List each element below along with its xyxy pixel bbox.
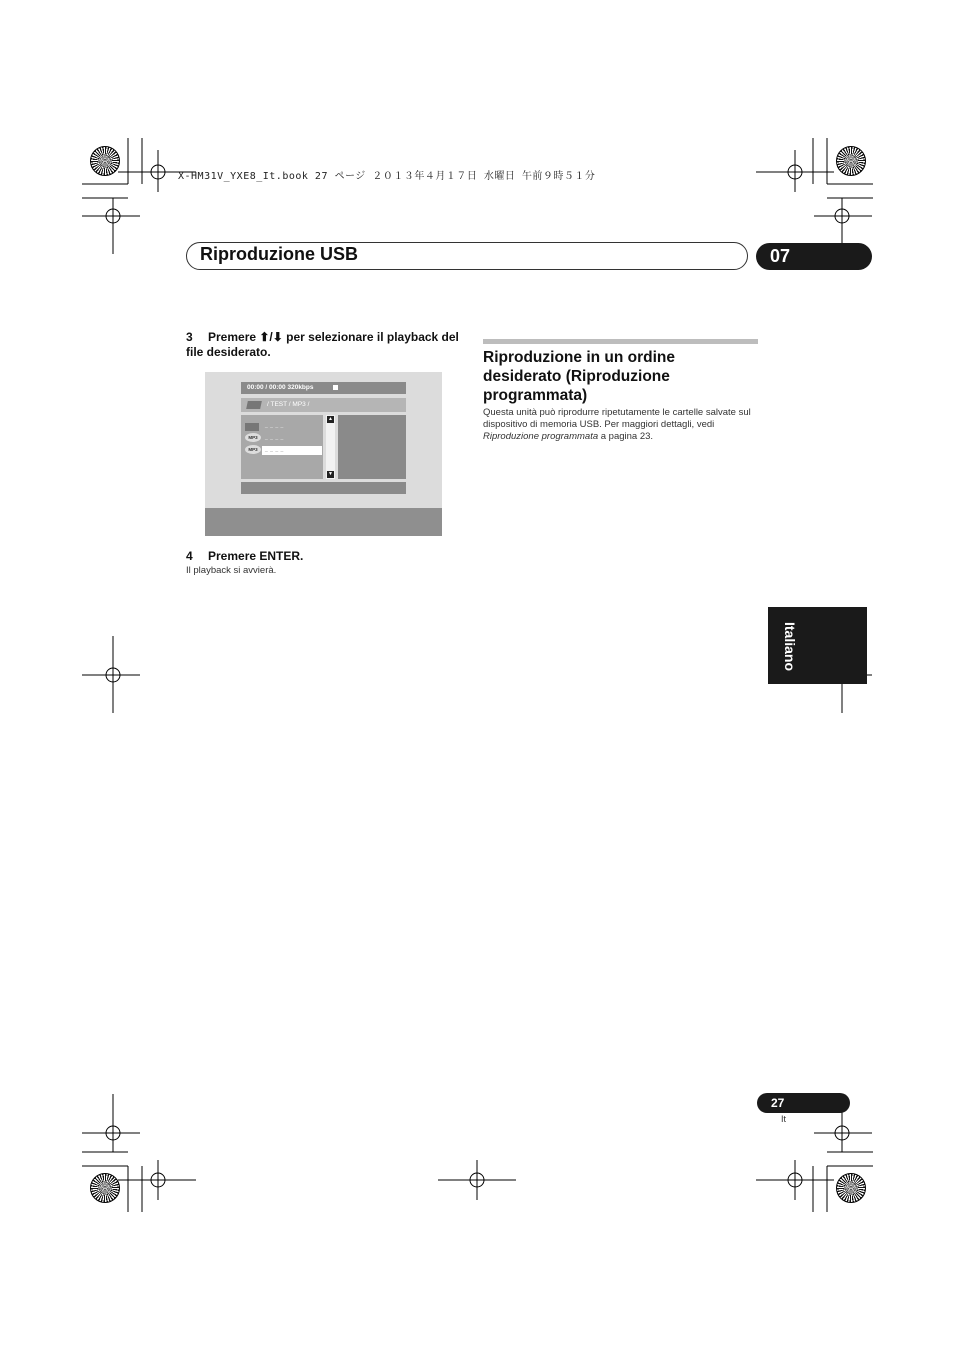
registration-sunburst-icon xyxy=(836,1173,866,1203)
preview-panel xyxy=(338,415,406,479)
page-number: 27 xyxy=(757,1093,850,1113)
book-header: X-HM31V_YXE8_It.book 27 ページ ２０１３年４月１７日 水曜日 午前９時５１分 xyxy=(178,171,596,182)
status-bar xyxy=(241,382,406,394)
step-number: 4 xyxy=(186,549,193,563)
step-4 xyxy=(186,549,466,564)
chapter-title: Riproduzione USB xyxy=(200,244,358,264)
step-4-desc: Il playback si avvierà. xyxy=(186,565,277,576)
registration-sunburst-icon xyxy=(90,146,120,176)
registration-sunburst-icon xyxy=(90,1173,120,1203)
cross-reference-link: Riproduzione programmata xyxy=(483,431,599,442)
file-list xyxy=(241,415,323,479)
registration-sunburst-icon xyxy=(836,146,866,176)
page-language: It xyxy=(781,1114,787,1124)
path-text: / TEST / MP3 / xyxy=(267,401,310,408)
step-number: 3 xyxy=(186,330,193,344)
chapter-number: 07 xyxy=(756,243,872,270)
scroll-down-icon: ▼ xyxy=(328,471,333,477)
mp3-icon: MP3 xyxy=(245,433,261,442)
path-bar xyxy=(241,398,406,412)
section-body-text: Questa unità può riprodurre ripetutamente le cartelle salvate sul dispositivo di memoria USB. Per maggiori dettagli, vedi xyxy=(483,407,751,430)
stop-icon xyxy=(333,385,338,390)
info-bar xyxy=(241,482,406,494)
scrollbar xyxy=(326,415,335,479)
screen-footer xyxy=(205,508,442,536)
folder-icon xyxy=(246,401,262,409)
section-title: Riproduzione in un ordine desiderato (Riproduzione programmata) xyxy=(483,349,676,404)
list-item-label: _ _ _ _ xyxy=(265,435,284,441)
list-item-label: _ _ _ _ xyxy=(265,423,284,429)
mp3-icon: MP3 xyxy=(245,445,261,454)
side-tab-label: Italiano xyxy=(782,622,798,672)
step-text: Premere ⬆/⬇ per selezionare il playback del file desiderato. xyxy=(186,330,459,359)
section-rule xyxy=(483,339,758,344)
folder-icon xyxy=(245,423,259,431)
section-body-text: a pagina 23. xyxy=(598,431,654,442)
status-text: 00:00 / 00:00 320kbps xyxy=(247,384,314,391)
scroll-up-icon: ▲ xyxy=(328,416,333,422)
list-item-label: _ _ _ _ xyxy=(265,447,284,453)
language-side-tab xyxy=(768,607,867,684)
step-3 xyxy=(186,330,466,360)
section-body xyxy=(483,407,761,443)
step-text: Premere ENTER. xyxy=(208,549,304,563)
